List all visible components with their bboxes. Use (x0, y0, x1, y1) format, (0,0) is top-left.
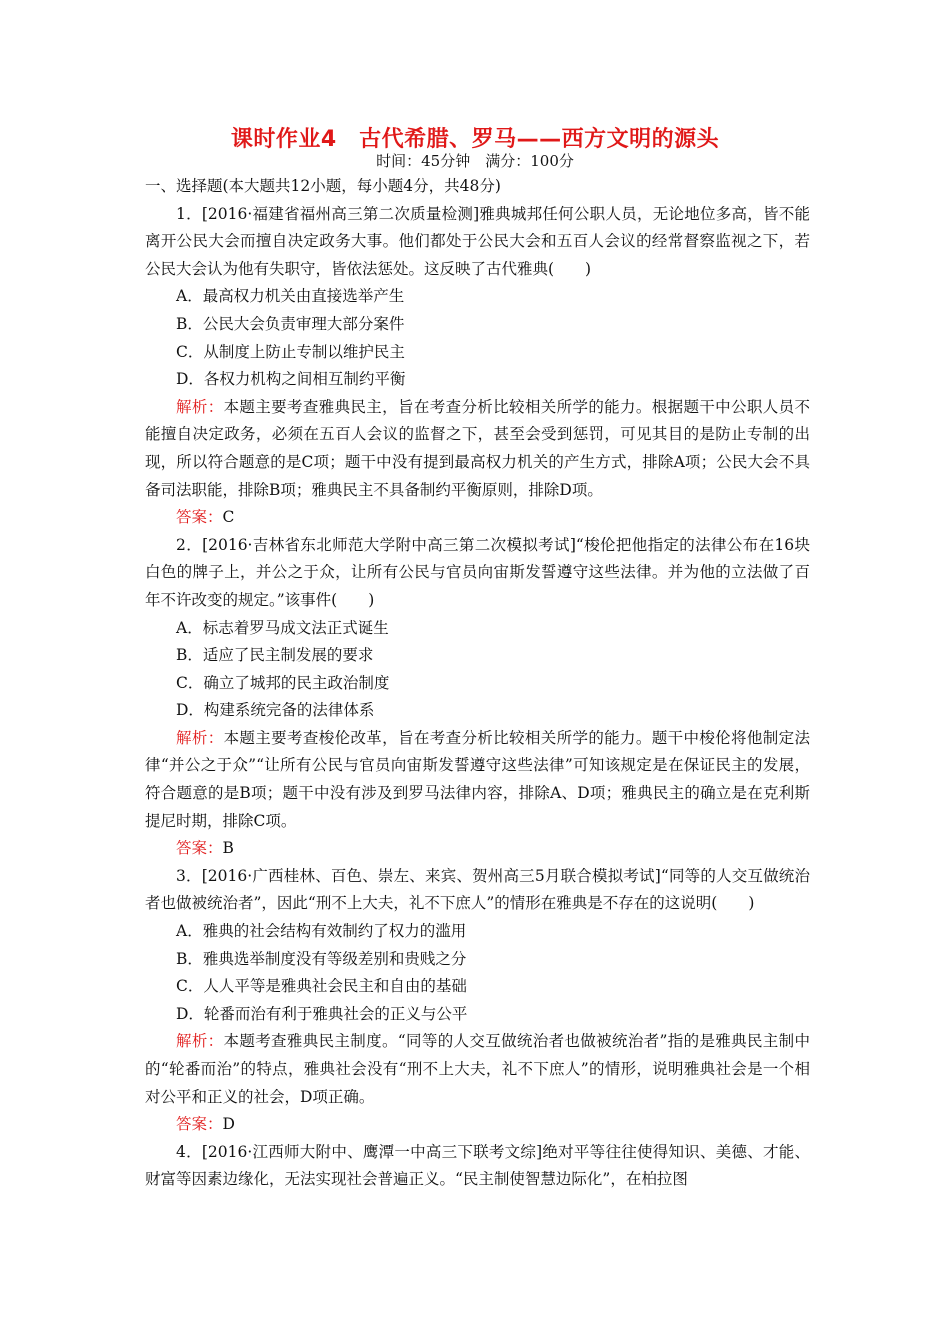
answer-label: 答案： (176, 1115, 223, 1134)
document-body (145, 173, 810, 1194)
question-2-option-b: B．适应了民主制发展的要求 (176, 646, 374, 665)
analysis-text: 本题主要考查梭伦改革，旨在考查分析比较相关所学的能力。题干中梭伦将他制定法律“并公之于众”“让所有公民与官员向宙斯发誓遵守这些法律”可知该规定是在保证民主的发展，符合题意的是B项；题干中没有涉及到罗马法律内容，排除A、D项；雅典民主的确立是在克利斯提尼时期，排除C项。 (145, 728, 810, 830)
question-1-analysis (145, 394, 810, 504)
analysis-label: 解析： (176, 728, 224, 747)
answer-label: 答案： (176, 508, 223, 527)
question-1-answer (145, 504, 810, 532)
question-2-option-d: D．构建系统完备的法律体系 (176, 701, 375, 720)
analysis-text: 本题主要考查雅典民主，旨在考查分析比较相关所学的能力。根据题干中公职人员不能擅自决定政务，必须在五百人会议的监督之下，甚至会受到惩罚，可见其目的是防止专制的出现，所以符合题意的是C项；题干中没有提到最高权力机关的产生方式，排除A项；公民大会不具备司法职能，排除B项；雅典民主不具备制约平衡原则，排除D项。 (145, 397, 810, 499)
question-3-option-c: C．人人平等是雅典社会民主和自由的基础 (176, 977, 467, 996)
analysis-text: 本题考查雅典民主制度。“同等的人交互做统治者也做被统治者”指的是雅典民主制中的“轮番而治”的特点，雅典社会没有“刑不上大夫，礼不下庶人”的情形，说明雅典社会是一个相对公平和正义的社会，D项正确。 (145, 1032, 810, 1106)
question-3-option-d: D．轮番而治有利于雅典社会的正义与公平 (176, 1004, 468, 1023)
question-1-option-b: B．公民大会负责审理大部分案件 (176, 314, 405, 333)
answer-value: B (222, 839, 234, 858)
question-3-option-a: A．雅典的社会结构有效制约了权力的滥用 (176, 922, 467, 941)
question-3-answer (145, 1111, 810, 1139)
analysis-label: 解析： (176, 397, 224, 416)
answer-value: D (222, 1115, 235, 1134)
question-3-analysis (145, 1028, 810, 1111)
time-score-line: 时间：45分钟 满分：100分 (376, 152, 574, 170)
answer-value: C (222, 508, 235, 527)
question-2-analysis (145, 725, 810, 835)
question-1-option-d: D．各权力机构之间相互制约平衡 (176, 370, 406, 389)
question-1-option-a: A．最高权力机关由直接选举产生 (176, 287, 405, 306)
question-2-answer (145, 835, 810, 863)
question-3-stem: 3．[2016·广西桂林、百色、崇左、来宾、贺州高三5月联合模拟考试]“同等的人交互做统治者也做被统治者”，因此“刑不上大夫，礼不下庶人”的情形在雅典是不存在的这说明( ) (145, 866, 810, 913)
question-1-stem: 1．[2016·福建省福州高三第二次质量检测]雅典城邦任何公职人员，无论地位多高，皆不能离开公民大会而擅自决定政务大事。他们都处于公民大会和五百人会议的经常督察监视之下，若公民大会认为他有失职守，皆依法惩处。这反映了古代雅典( ) (145, 204, 810, 278)
question-3-option-b: B．雅典选举制度没有等级差别和贵贱之分 (176, 949, 467, 968)
question-2-stem: 2．[2016·吉林省东北师范大学附中高三第二次模拟考试]“梭伦把他指定的法律公布在16块白色的牌子上，并公之于众，让所有公民与官员向宙斯发誓遵守这些法律。并为他的立法做了百年不许改变的规定。”该事件( ) (145, 535, 810, 609)
page-title: 课时作业4 古代希腊、罗马——西方文明的源头 (230, 127, 720, 152)
question-2-option-a: A．标志着罗马成文法正式诞生 (176, 618, 389, 637)
section-heading: 一、选择题(本大题共12小题，每小题4分，共48分) (145, 177, 501, 195)
question-4-stem: 4．[2016·江西师大附中、鹰潭一中高三下联考文综]绝对平等往往使得知识、美德、才能、财富等因素边缘化，无法实现社会普遍正义。“民主制使智慧边际化”，在柏拉图 (145, 1142, 810, 1189)
answer-label: 答案： (176, 839, 223, 858)
question-1-option-c: C．从制度上防止专制以维护民主 (176, 342, 405, 361)
analysis-label: 解析： (176, 1032, 224, 1051)
question-2-option-c: C．确立了城邦的民主政治制度 (176, 673, 390, 692)
